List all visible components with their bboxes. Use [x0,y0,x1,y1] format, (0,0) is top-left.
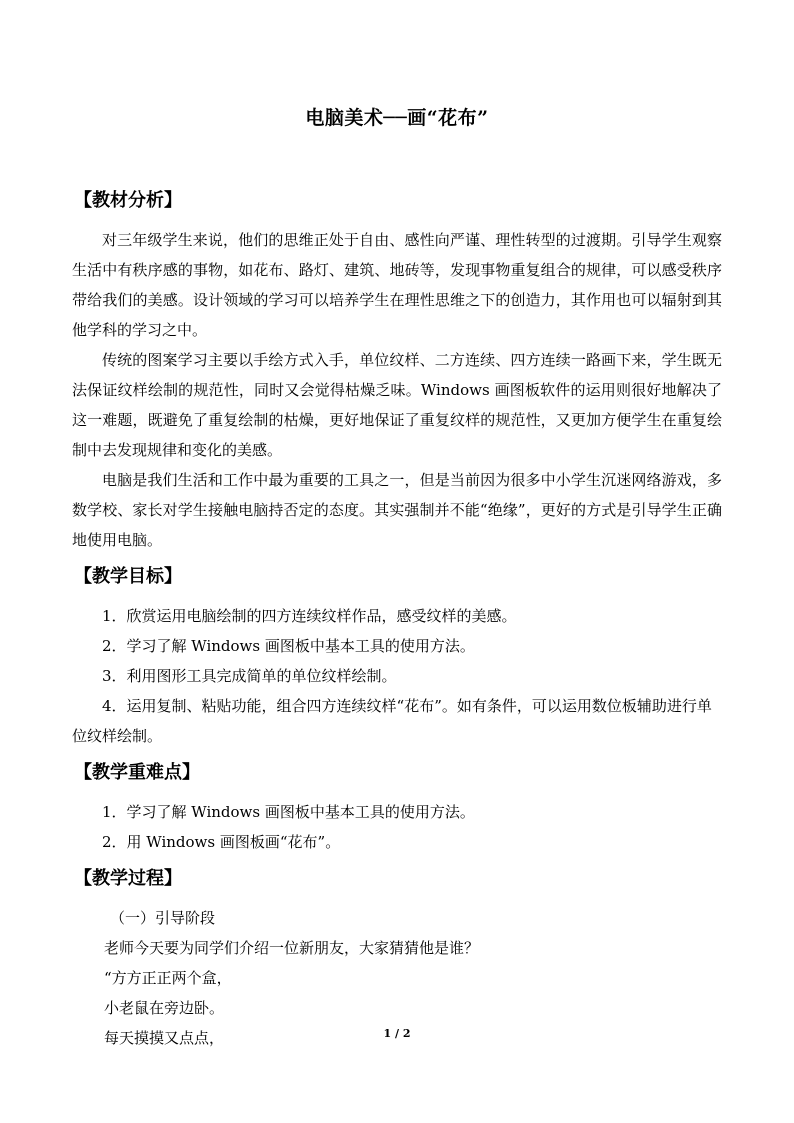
list-item: 3．利用图形工具完成简单的单位纹样绘制。 [102,667,397,685]
paragraph: 电脑是我们生活和工作中最为重要的工具之一，但是当前因为很多中小学生沉迷网络游戏，多数学校、家长对学生接触电脑持否定的态度。其实强制并不能“绝缘”，更好的方式是引导学生正确地使用电脑。 [72,471,722,549]
text-line: “方方正正两个盒， [104,969,232,987]
list-item: 1．学习了解 Windows 画图板中基本工具的使用方法。 [102,803,475,821]
text-line: 老师今天要为同学们介绍一位新朋友，大家猜猜他是谁？ [104,939,480,957]
page-number: 1 / 2 [383,1027,411,1040]
section-analysis [72,183,722,555]
list-item: 1．欣赏运用电脑绘制的四方连续纹样作品，感受纹样的美感。 [102,607,517,625]
subsection-heading: （一）引导阶段 [110,909,216,927]
section-key-points [72,755,722,857]
list-item: 4．运用复制、粘贴功能，组合四方连续纹样“花布”。如有条件，可以运用数位板辅助进行单位纹样绘制。 [72,697,712,745]
section-heading: 【教学目标】 [74,566,182,587]
section-goals [72,559,722,751]
list-item: 2．用 Windows 画图板画“花布”。 [102,833,341,851]
section-process [72,861,722,1053]
list-item: 2．学习了解 Windows 画图板中基本工具的使用方法。 [102,637,475,655]
section-heading: 【教学重难点】 [74,762,200,783]
paragraph: 对三年级学生来说，他们的思维正处于自由、感性向严谨、理性转型的过渡期。引导学生观察生活中有秩序感的事物，如花布、路灯、建筑、地砖等，发现事物重复组合的规律，可以感受秩序带给我们的美感。设计领域的学习可以培养学生在理性思维之下的创造力，其作用也可以辐射到其他学科的学习之中。 [72,231,722,339]
document-body [72,183,722,1053]
text-line: 小老鼠在旁边卧。 [104,999,225,1017]
section-heading: 【教学过程】 [74,868,182,889]
section-heading: 【教材分析】 [74,190,182,211]
paragraph: 传统的图案学习主要以手绘方式入手，单位纹样、二方连续、四方连续一路画下来，学生既无法保证纹样绘制的规范性，同时又会觉得枯燥乏味。Windows 画图板软件的运用则很好地解决了这一难题，既避免了重复绘制的枯燥，更好地保证了重复纹样的规范性，又更加方便学生在重复绘制中去发现规律和变化的美感。 [72,351,722,459]
text-line: 每天摸摸又点点， [104,1029,225,1047]
document-title: 电脑美术──画“花布” [305,107,489,129]
